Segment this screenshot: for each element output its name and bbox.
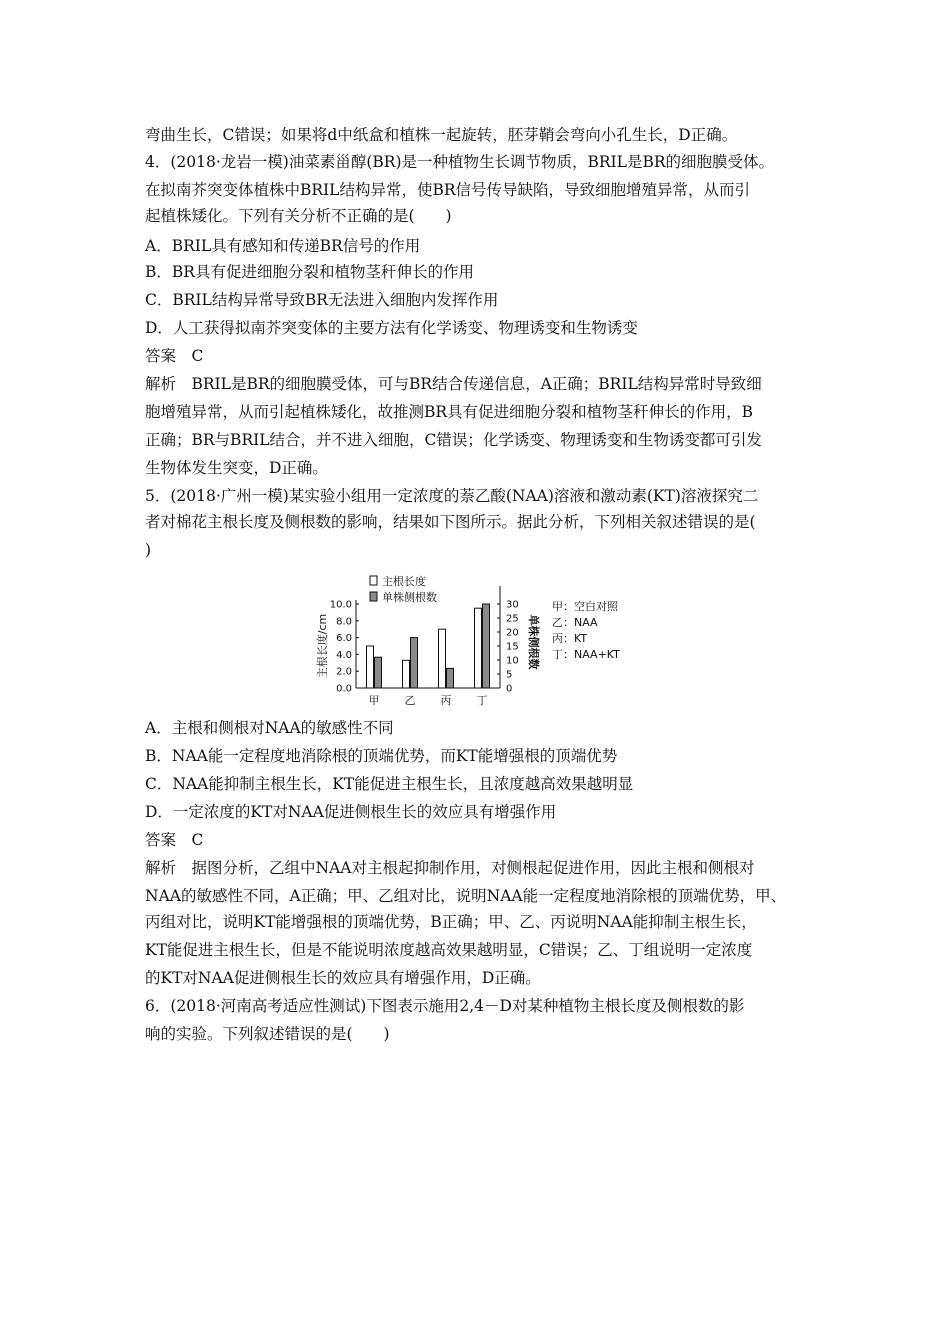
x-tick-label: 丁 bbox=[476, 694, 488, 707]
bar-lateral-root-count bbox=[447, 668, 454, 688]
group-legend-item: 丁：NAA+KT bbox=[552, 648, 620, 661]
right-tick-label: 10 bbox=[506, 655, 519, 667]
text-line: 6．(2018·河南高考适应性测试)下图表示施用2,4－D对某种植物主根长度及侧根数的影 bbox=[145, 997, 745, 1015]
legend-swatch bbox=[370, 576, 377, 585]
right-tick-label: 5 bbox=[506, 669, 513, 681]
text-line: 胞增殖异常，从而引起植株矮化，故推测BR具有促进细胞分裂和植物茎秆伸长的作用，B bbox=[145, 403, 753, 421]
text-line: KT能促进主根生长，但是不能说明浓度越高效果越明显，C错误；乙、丁组说明一定浓度 bbox=[145, 941, 753, 959]
group-legend-item: 乙：NAA bbox=[552, 616, 598, 629]
right-tick-label: 0 bbox=[506, 683, 513, 695]
left-axis-title: 主根长度/cm bbox=[316, 613, 329, 679]
text-line: 5．(2018·广州一模)某实验小组用一定浓度的萘乙酸(NAA)溶液和激动素(KT)溶液探究二 bbox=[145, 487, 759, 505]
x-tick-label: 丙 bbox=[440, 694, 452, 707]
bar-main-root-length bbox=[475, 608, 482, 688]
legend-swatch bbox=[370, 592, 377, 601]
bar-lateral-root-count bbox=[375, 657, 382, 688]
bar-main-root-length bbox=[367, 646, 374, 688]
text-line: 生物体发生突变，D正确。 bbox=[145, 459, 328, 477]
left-tick-label: 6.0 bbox=[336, 633, 352, 645]
text-line: D．一定浓度的KT对NAA促进侧根生长的效应具有增强作用 bbox=[145, 803, 557, 821]
text-line: 弯曲生长，C错误；如果将d中纸盒和植株一起旋转，胚芽鞘会弯向小孔生长，D正确。 bbox=[145, 126, 738, 144]
left-tick-label: 0.0 bbox=[336, 683, 352, 695]
text-line: NAA的敏感性不同，A正确；甲、乙组对比，说明NAA能一定程度地消除根的顶端优势，甲、 bbox=[145, 887, 787, 905]
text-line: 正确；BR与BRIL结合，并不进入细胞，C错误；化学诱变、物理诱变和生物诱变都可引发 bbox=[145, 431, 762, 449]
right-tick-label: 20 bbox=[506, 627, 519, 639]
right-tick-label: 30 bbox=[506, 599, 519, 611]
text-line: 丙组对比，说明KT能增强根的顶端优势，B正确；甲、乙、丙说明NAA能抑制主根生长， bbox=[145, 913, 757, 931]
text-line: 响的实验。下列叙述错误的是( ) bbox=[145, 1025, 390, 1043]
x-tick-label: 乙 bbox=[404, 694, 416, 707]
text-line: 在拟南芥突变体植株中BRIL结构异常，使BR信号传导缺陷，导致细胞增殖异常，从而引 bbox=[145, 181, 751, 199]
right-axis-title: 单株侧根数 bbox=[527, 614, 540, 670]
text-line: D．人工获得拟南芥突变体的主要方法有化学诱变、物理诱变和生物诱变 bbox=[145, 319, 638, 337]
text-line: 答案 C bbox=[145, 347, 204, 365]
group-legend-item: 丙：KT bbox=[552, 632, 588, 645]
text-line: 解析 BRIL是BR的细胞膜受体，可与BR结合传递信息，A正确；BRIL结构异常时导致细 bbox=[145, 375, 762, 393]
right-tick-label: 15 bbox=[506, 641, 519, 653]
text-line: 者对棉花主根长度及侧根数的影响，结果如下图所示。据此分析，下列相关叙述错误的是( bbox=[145, 513, 756, 531]
bar-lateral-root-count bbox=[411, 638, 418, 688]
bar-chart bbox=[300, 572, 660, 712]
text-line: 的KT对NAA促进侧根生长的效应具有增强作用，D正确。 bbox=[145, 969, 541, 987]
x-tick-label: 甲 bbox=[368, 694, 380, 707]
right-tick-label: 25 bbox=[506, 613, 519, 625]
text-line: A．主根和侧根对NAA的敏感性不同 bbox=[145, 719, 394, 737]
legend-label: 主根长度 bbox=[382, 575, 426, 588]
text-line: 答案 C bbox=[145, 831, 204, 849]
left-tick-label: 10.0 bbox=[329, 599, 352, 611]
text-line: ) bbox=[145, 541, 152, 559]
text-line: B．NAA能一定程度地消除根的顶端优势，而KT能增强根的顶端优势 bbox=[145, 747, 618, 765]
left-tick-label: 8.0 bbox=[336, 616, 352, 628]
left-tick-label: 4.0 bbox=[336, 649, 352, 661]
group-legend-item: 甲：空白对照 bbox=[552, 600, 618, 613]
text-line: C．BRIL结构异常导致BR无法进入细胞内发挥作用 bbox=[145, 291, 499, 309]
bar-main-root-length bbox=[439, 629, 446, 688]
bar-main-root-length bbox=[403, 660, 410, 688]
legend-label: 单株侧根数 bbox=[382, 591, 437, 604]
text-line: C．NAA能抑制主根生长，KT能促进主根生长，且浓度越高效果越明显 bbox=[145, 775, 634, 793]
text-line: A．BRIL具有感知和传递BR信号的作用 bbox=[145, 237, 421, 255]
left-tick-label: 2.0 bbox=[336, 666, 352, 678]
text-line: 起植株矮化。下列有关分析不正确的是( ) bbox=[145, 207, 452, 225]
text-line: B．BR具有促进细胞分裂和植物茎秆伸长的作用 bbox=[145, 263, 474, 281]
text-line: 解析 据图分析，乙组中NAA对主根起抑制作用，对侧根起促进作用，因此主根和侧根对 bbox=[145, 859, 755, 877]
text-line: 4．(2018·龙岩一模)油菜素甾醇(BR)是一种植物生长调节物质，BRIL是BR的细胞膜受体。 bbox=[145, 153, 775, 171]
bar-lateral-root-count bbox=[483, 604, 490, 688]
